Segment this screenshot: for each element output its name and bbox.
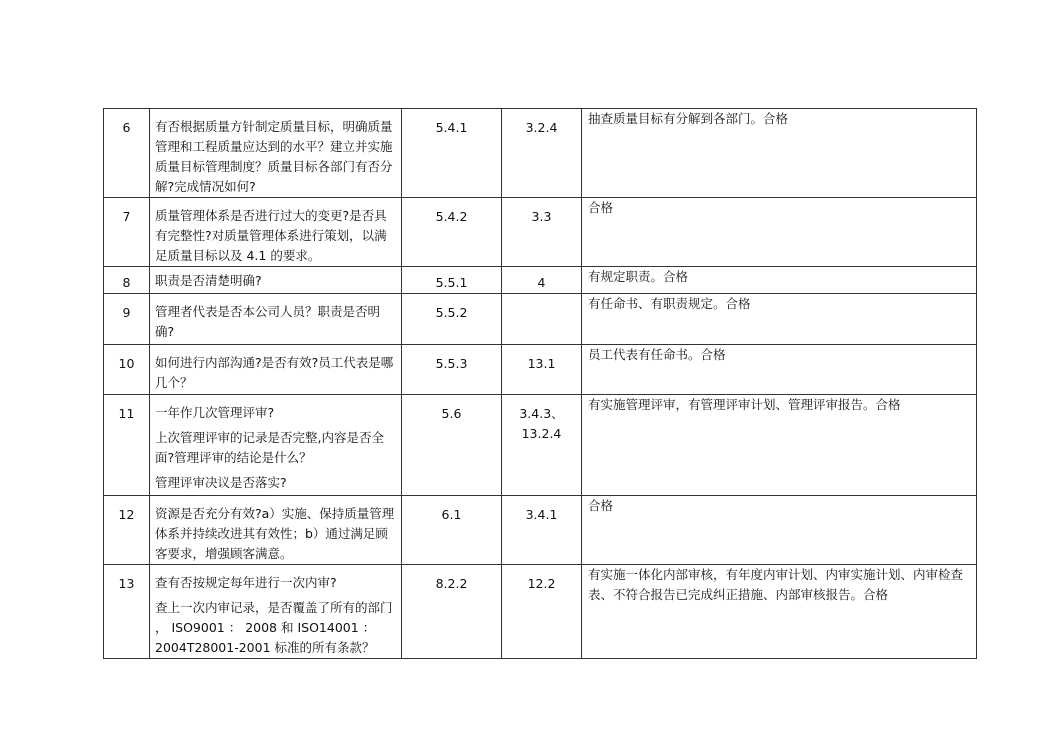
reference-clause-cell (502, 565, 582, 659)
reference-clause: 3.4.1 (525, 507, 558, 522)
question-text: 管理评审决议是否落实? (155, 475, 287, 490)
audit-result: 员工代表有任命书。合格 (582, 345, 977, 395)
table-row (104, 496, 977, 565)
standard-clause: 5.5.2 (402, 294, 502, 345)
audit-result: 有实施管理评审，有管理评审计划、管理评审报告。合格 (582, 395, 977, 496)
table-row (104, 565, 977, 659)
question-cell (150, 395, 402, 496)
standard-clause: 5.5.3 (402, 345, 502, 395)
reference-clause: 12.2 (527, 576, 556, 591)
reference-clause-cell (502, 395, 582, 496)
row-number: 9 (104, 294, 150, 345)
reference-clause-cell (502, 294, 582, 345)
reference-clause-cell (502, 198, 582, 267)
row-number: 11 (104, 395, 150, 496)
row-number: 7 (104, 198, 150, 267)
standard-clause: 5.4.2 (402, 198, 502, 267)
row-number: 13 (104, 565, 150, 659)
question-text: 查上一次内审记录，是否覆盖了所有的部门 ， ISO9001 ： 2008 和 ISO14001 ： 2004T28001-2001 标准的所有条款？ (155, 600, 393, 655)
audit-result: 有规定职责。合格 (582, 267, 977, 294)
standard-clause: 5.4.1 (402, 109, 502, 198)
table-row (104, 395, 977, 496)
reference-clause-cell (502, 496, 582, 565)
reference-clause-cell (502, 345, 582, 395)
standard-clause: 5.5.1 (402, 267, 502, 294)
question-text: 管理者代表是否本公司人员？职责是否明确? (155, 304, 381, 339)
table-row (104, 294, 977, 345)
table-row (104, 267, 977, 294)
reference-clause: 13.1 (527, 356, 556, 371)
question-text: 职责是否清楚明确? (155, 273, 262, 288)
question-text: 查有否按规定每年进行一次内审? (155, 575, 337, 590)
question-text: 一年作几次管理评审? (155, 405, 275, 420)
question-cell (150, 565, 402, 659)
question-cell (150, 345, 402, 395)
question-cell (150, 109, 402, 198)
question-cell (150, 496, 402, 565)
audit-result: 合格 (582, 496, 977, 565)
reference-clause: 3.2.4 (525, 120, 558, 135)
row-number: 12 (104, 496, 150, 565)
table-row (104, 345, 977, 395)
question-text: 上次管理评审的记录是否完整,内容是否全面?管理评审的结论是什么？ (155, 430, 384, 465)
table-row (104, 109, 977, 198)
reference-clause-cell (502, 109, 582, 198)
reference-clause-cell (502, 267, 582, 294)
reference-clause: 4 (537, 275, 546, 290)
question-text: 有否根据质量方针制定质量目标，明确质量管理和工程质量应达到的水平？建立并实施质量目标管理制度？质量目标各部门有否分解?完成情况如何? (155, 119, 393, 194)
reference-clause: 3.4.3、 (519, 406, 564, 421)
audit-result: 合格 (582, 198, 977, 267)
table-body (104, 109, 977, 659)
row-number: 10 (104, 345, 150, 395)
table-row (104, 198, 977, 267)
question-cell (150, 294, 402, 345)
audit-result: 有实施一体化内部审核，有年度内审计划、内审实施计划、内审检查表、不符合报告已完成纠正措施、内部审核报告。合格 (582, 565, 977, 659)
question-cell (150, 267, 402, 294)
row-number: 6 (104, 109, 150, 198)
reference-clause: 13.2.4 (521, 426, 562, 441)
question-text: 如何进行内部沟通?是否有效?员工代表是哪几个？ (155, 355, 394, 390)
audit-result: 抽查质量目标有分解到各部门。合格 (582, 109, 977, 198)
question-text: 质量管理体系是否进行过大的变更?是否具有完整性?对质量管理体系进行策划，以满足质量目标以及 4.1 的要求。 (155, 208, 387, 263)
audit-result: 有任命书、有职责规定。合格 (582, 294, 977, 345)
row-number: 8 (104, 267, 150, 294)
question-text: 资源是否充分有效?a）实施、保持质量管理体系并持续改进其有效性；b）通过满足顾客要求，增强顾客满意。 (155, 506, 395, 561)
standard-clause: 6.1 (402, 496, 502, 565)
standard-clause: 5.6 (402, 395, 502, 496)
question-cell (150, 198, 402, 267)
standard-clause: 8.2.2 (402, 565, 502, 659)
audit-checklist-table (103, 108, 977, 659)
reference-clause: 3.3 (531, 209, 552, 224)
